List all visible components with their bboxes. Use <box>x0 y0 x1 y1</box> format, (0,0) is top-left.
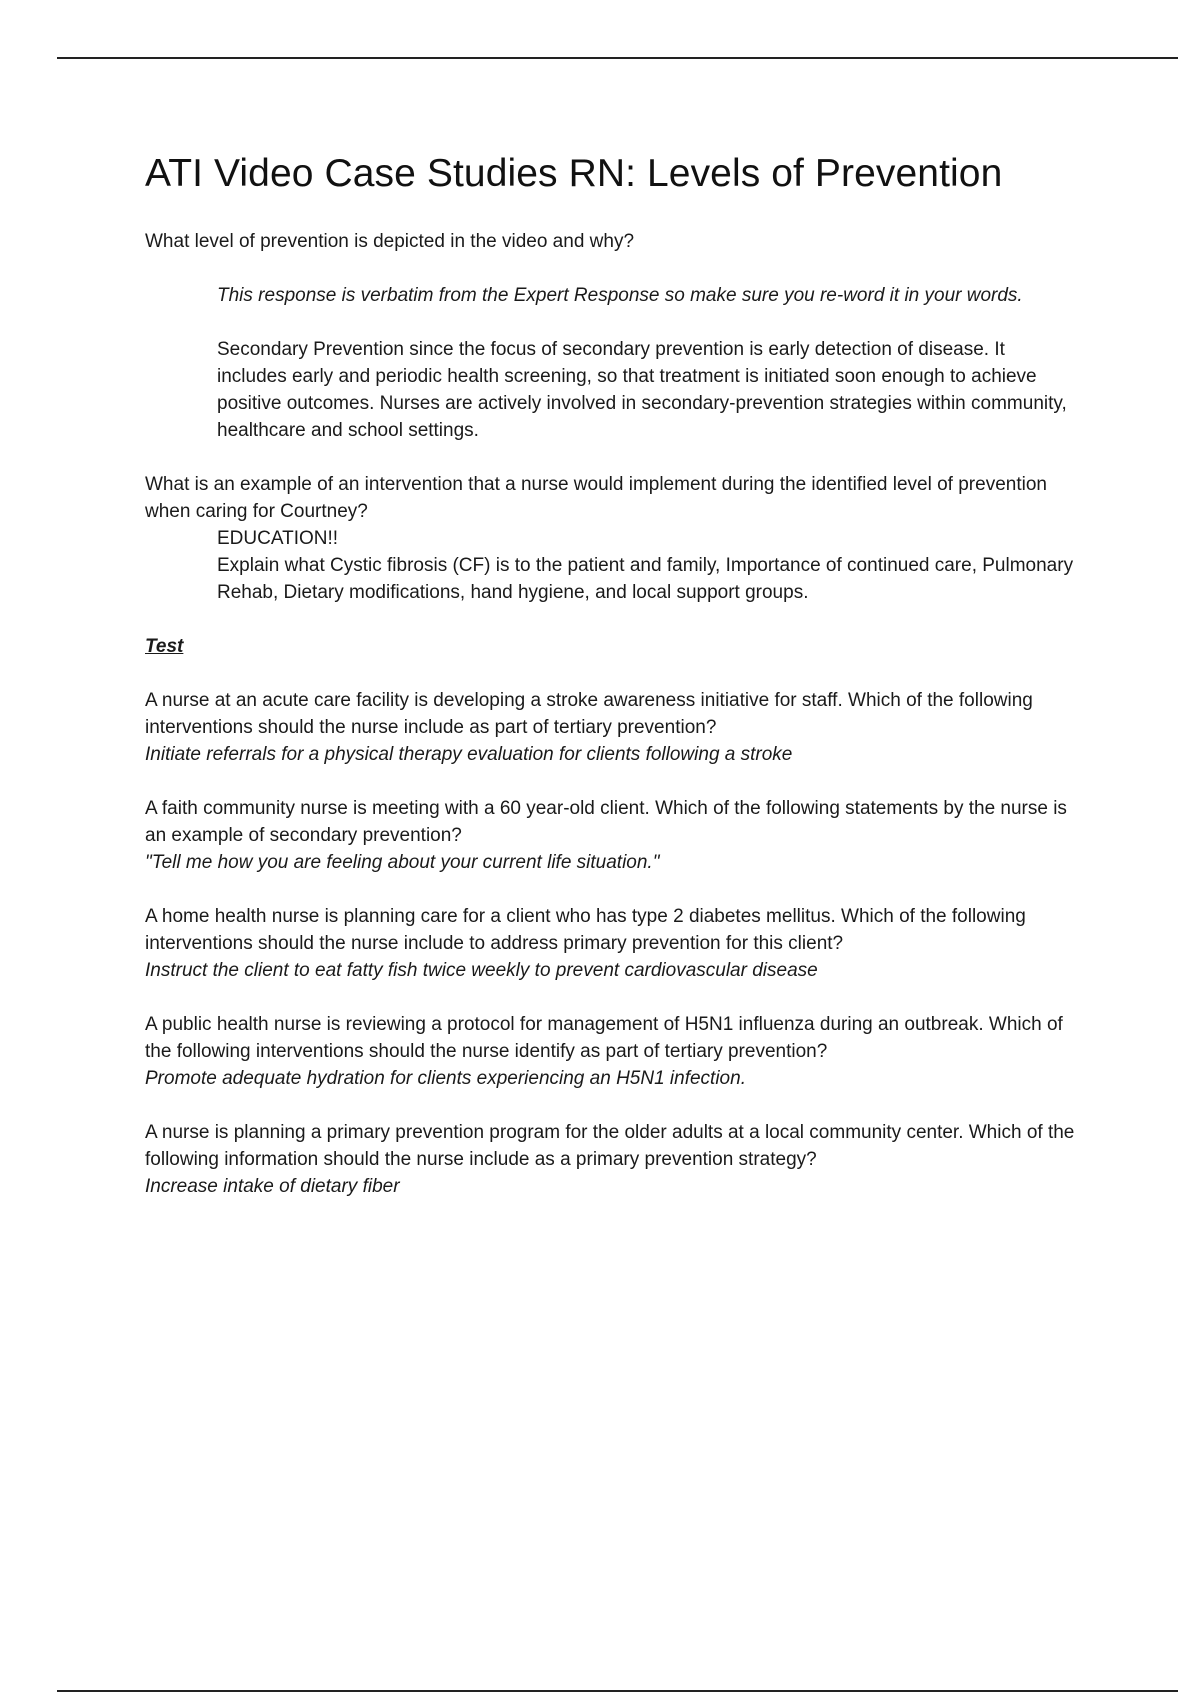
test-question: A faith community nurse is meeting with a 60 year-old client. Which of the following statements by the nurse is an example of secondary prevention? <box>145 798 1067 846</box>
question-1-note: This response is verbatim from the Expert Response so make sure you re-word it in your words. <box>217 285 1023 306</box>
question-1-answer: Secondary Prevention since the focus of secondary prevention is early detection of disease. It includes early and periodic health screening, so that treatment is initiated soon enough to achieve positive outcomes. Nurses are actively involved in secondary-prevention strategies within community, healthcare and school settings. <box>217 339 1067 441</box>
question-2-answer: Explain what Cystic fibrosis (CF) is to the patient and family, Importance of continued care, Pulmonary Rehab, Dietary modifications, hand hygiene, and local support groups. <box>217 555 1074 603</box>
question-2-text: What is an example of an intervention that a nurse would implement during the identified level of prevention when caring for Courtney? <box>145 474 1047 522</box>
test-item <box>145 795 1075 876</box>
test-answer: "Tell me how you are feeling about your current life situation." <box>145 852 660 873</box>
document-title: ATI Video Case Studies RN: Levels of Prevention <box>145 152 1003 195</box>
test-items <box>145 687 1075 1200</box>
document-page <box>145 146 1075 1200</box>
question-1-text: What level of prevention is depicted in the video and why? <box>145 231 635 252</box>
test-item <box>145 1011 1075 1092</box>
bottom-rule <box>57 1690 1178 1692</box>
question-2-answer-heading: EDUCATION!! <box>217 528 339 549</box>
question-2 <box>145 471 1075 606</box>
test-question: A nurse at an acute care facility is developing a stroke awareness initiative for staff. Which of the following interventions should the nurse include as part of tertiary prevention? <box>145 690 1033 738</box>
test-question: A public health nurse is reviewing a protocol for management of H5N1 influenza during an outbreak. Which of the following interventions should the nurse identify as part of tertiary prevention? <box>145 1014 1063 1062</box>
test-heading: Test <box>145 636 184 657</box>
test-item <box>145 687 1075 768</box>
test-answer: Instruct the client to eat fatty fish twice weekly to prevent cardiovascular disease <box>145 960 818 981</box>
test-answer: Initiate referrals for a physical therapy evaluation for clients following a stroke <box>145 744 793 765</box>
top-rule <box>57 57 1178 59</box>
test-answer: Increase intake of dietary fiber <box>145 1176 400 1197</box>
question-1 <box>145 228 1075 444</box>
test-question: A home health nurse is planning care for a client who has type 2 diabetes mellitus. Which of the following interventions should the nurse include to address primary prevention for this client? <box>145 906 1026 954</box>
test-answer: Promote adequate hydration for clients experiencing an H5N1 infection. <box>145 1068 746 1089</box>
test-question: A nurse is planning a primary prevention program for the older adults at a local community center. Which of the following information should the nurse include as a primary prevention strategy? <box>145 1122 1075 1170</box>
test-item <box>145 903 1075 984</box>
test-item <box>145 1119 1075 1200</box>
